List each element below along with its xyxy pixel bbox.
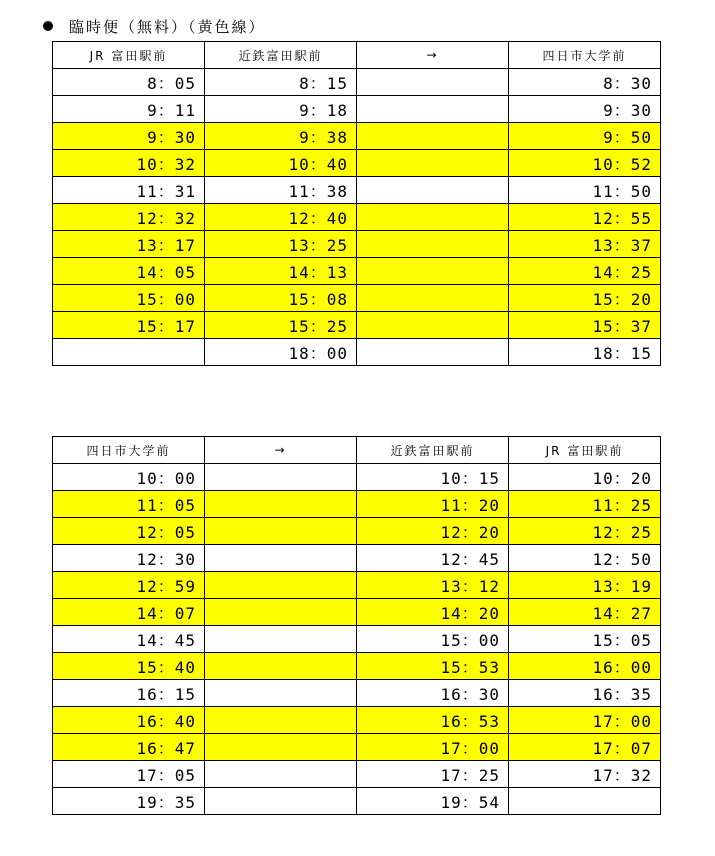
time-cell: 15：37: [509, 312, 661, 339]
time-cell: 15：08: [205, 285, 357, 312]
time-cell: 17：25: [357, 761, 509, 788]
time-cell: 10：20: [509, 464, 661, 491]
time-cell: [357, 231, 509, 258]
table-row: [53, 69, 661, 96]
time-cell: 16：00: [509, 653, 661, 680]
time-cell: 17：00: [357, 734, 509, 761]
time-cell: 13：37: [509, 231, 661, 258]
time-cell: 12：20: [357, 518, 509, 545]
time-cell: 14：20: [357, 599, 509, 626]
time-cell: [205, 626, 357, 653]
time-cell: [205, 761, 357, 788]
time-cell: 18：15: [509, 339, 661, 366]
header-cell-yokkaichi-univ: 四日市大学前: [53, 437, 205, 464]
time-cell: [357, 285, 509, 312]
time-cell: 17：07: [509, 734, 661, 761]
time-cell: 14：05: [53, 258, 205, 285]
time-cell: [357, 312, 509, 339]
header-row: [53, 42, 661, 69]
timetable-return: [52, 436, 661, 815]
time-cell: [205, 707, 357, 734]
table-row: [53, 96, 661, 123]
time-cell: 12：40: [205, 204, 357, 231]
header-cell-arrow: →: [205, 437, 357, 464]
table-row: [53, 680, 661, 707]
time-cell: [357, 69, 509, 96]
time-cell: 9：18: [205, 96, 357, 123]
time-cell: 15：53: [357, 653, 509, 680]
time-cell: 12：45: [357, 545, 509, 572]
time-cell: [357, 96, 509, 123]
time-cell: 12：50: [509, 545, 661, 572]
time-cell: 16：40: [53, 707, 205, 734]
time-cell: 16：47: [53, 734, 205, 761]
table-row: [53, 545, 661, 572]
table-row: [53, 599, 661, 626]
time-cell: [205, 572, 357, 599]
time-cell: 17：00: [509, 707, 661, 734]
header-cell-kintetsu-tomida: 近鉄富田駅前: [205, 42, 357, 69]
time-cell: 12：55: [509, 204, 661, 231]
time-cell: [205, 518, 357, 545]
heading-text: 臨時便（無料）（黄色線）: [69, 17, 266, 36]
time-cell: 15：40: [53, 653, 205, 680]
table-row: [53, 123, 661, 150]
time-cell: 8：30: [509, 69, 661, 96]
header-cell-yokkaichi-univ: 四日市大学前: [509, 42, 661, 69]
time-cell: 16：30: [357, 680, 509, 707]
time-cell: [357, 150, 509, 177]
time-cell: 16：15: [53, 680, 205, 707]
time-cell: [205, 491, 357, 518]
time-cell: 11：31: [53, 177, 205, 204]
table-row: [53, 231, 661, 258]
time-cell: 13：19: [509, 572, 661, 599]
time-cell: 13：17: [53, 231, 205, 258]
timetable-outbound: [52, 41, 661, 366]
time-cell: 12：32: [53, 204, 205, 231]
section-heading: [38, 14, 266, 38]
time-cell: 13：25: [205, 231, 357, 258]
time-cell: 17：32: [509, 761, 661, 788]
time-cell: 14：13: [205, 258, 357, 285]
time-cell: 12：25: [509, 518, 661, 545]
time-cell: 11：05: [53, 491, 205, 518]
time-cell: [205, 464, 357, 491]
time-cell: 14：27: [509, 599, 661, 626]
table-row: [53, 491, 661, 518]
time-cell: [509, 788, 661, 815]
time-cell: 10：40: [205, 150, 357, 177]
time-cell: 12：30: [53, 545, 205, 572]
time-cell: 14：45: [53, 626, 205, 653]
table-row: [53, 653, 661, 680]
header-cell-jr-tomida: JR 富田駅前: [509, 437, 661, 464]
time-cell: [205, 545, 357, 572]
time-cell: 8：15: [205, 69, 357, 96]
time-cell: 15：00: [357, 626, 509, 653]
table-row: [53, 204, 661, 231]
table-row: [53, 285, 661, 312]
table-row: [53, 761, 661, 788]
time-cell: 12：05: [53, 518, 205, 545]
time-cell: 12：59: [53, 572, 205, 599]
time-cell: 15：05: [509, 626, 661, 653]
time-cell: [205, 734, 357, 761]
time-cell: 19：54: [357, 788, 509, 815]
time-cell: 9：11: [53, 96, 205, 123]
time-cell: 9：30: [53, 123, 205, 150]
time-cell: 15：25: [205, 312, 357, 339]
time-cell: 14：25: [509, 258, 661, 285]
table-row: [53, 339, 661, 366]
time-cell: [357, 339, 509, 366]
time-cell: 16：53: [357, 707, 509, 734]
time-cell: 10：52: [509, 150, 661, 177]
time-cell: 13：12: [357, 572, 509, 599]
time-cell: 11：20: [357, 491, 509, 518]
time-cell: 11：38: [205, 177, 357, 204]
time-cell: 10：32: [53, 150, 205, 177]
table-row: [53, 734, 661, 761]
time-cell: [205, 680, 357, 707]
bullet-icon: [43, 21, 53, 31]
time-cell: [205, 653, 357, 680]
table-row: [53, 518, 661, 545]
time-cell: [357, 177, 509, 204]
table-row: [53, 177, 661, 204]
time-cell: 9：38: [205, 123, 357, 150]
time-cell: [205, 788, 357, 815]
time-cell: 11：25: [509, 491, 661, 518]
time-cell: 10：00: [53, 464, 205, 491]
time-cell: 19：35: [53, 788, 205, 815]
header-cell-arrow: →: [357, 42, 509, 69]
table-row: [53, 707, 661, 734]
time-cell: 11：50: [509, 177, 661, 204]
time-cell: 16：35: [509, 680, 661, 707]
header-cell-kintetsu-tomida: 近鉄富田駅前: [357, 437, 509, 464]
time-cell: [357, 258, 509, 285]
table-row: [53, 626, 661, 653]
time-cell: 8：05: [53, 69, 205, 96]
table-row: [53, 788, 661, 815]
time-cell: 17：05: [53, 761, 205, 788]
time-cell: 9：30: [509, 96, 661, 123]
table-row: [53, 572, 661, 599]
time-cell: [53, 339, 205, 366]
time-cell: 14：07: [53, 599, 205, 626]
table-row: [53, 312, 661, 339]
time-cell: 15：00: [53, 285, 205, 312]
table-row: [53, 464, 661, 491]
time-cell: 9：50: [509, 123, 661, 150]
time-cell: [357, 123, 509, 150]
time-cell: [205, 599, 357, 626]
table-row: [53, 150, 661, 177]
header-cell-jr-tomida: JR 富田駅前: [53, 42, 205, 69]
time-cell: [357, 204, 509, 231]
table-row: [53, 258, 661, 285]
time-cell: 15：17: [53, 312, 205, 339]
time-cell: 10：15: [357, 464, 509, 491]
time-cell: 15：20: [509, 285, 661, 312]
time-cell: 18：00: [205, 339, 357, 366]
header-row: [53, 437, 661, 464]
